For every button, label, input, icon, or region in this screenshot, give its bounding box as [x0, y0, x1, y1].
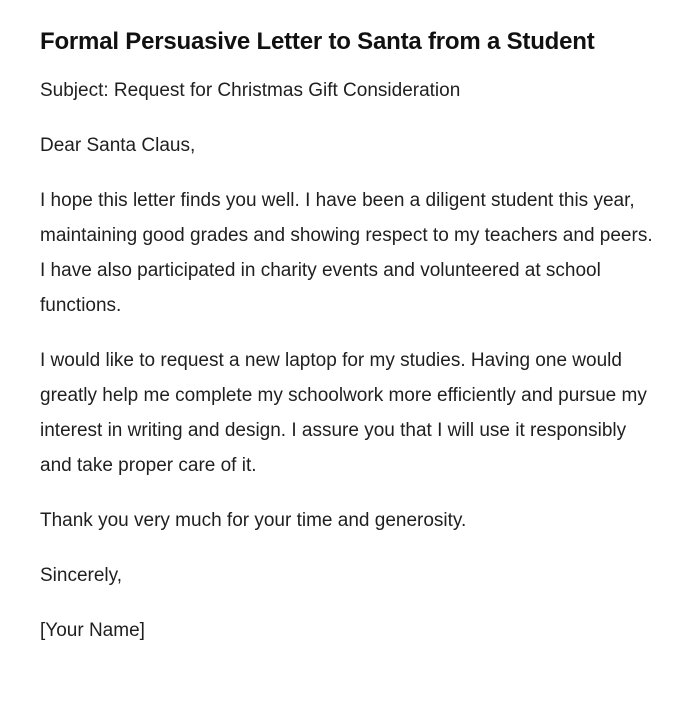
salutation: Dear Santa Claus, [40, 135, 196, 156]
body-paragraph-intro: I hope this letter finds you well. I have been a diligent student this year, maintaining good grades and showing respect to my teachers and peers. I have also participated in charity events and volunteered at school functions. [40, 190, 653, 316]
body-paragraph-request: I would like to request a new laptop for my studies. Having one would greatly help me complete my schoolwork more efficiently and pursue my interest in writing and design. I assure you that I will use it responsibly and take proper care of it. [40, 350, 647, 476]
closing: Sincerely, [40, 565, 123, 586]
signature-placeholder: [Your Name] [40, 620, 145, 641]
body-paragraph-thanks: Thank you very much for your time and generosity. [40, 510, 467, 531]
subject-line: Subject: Request for Christmas Gift Consideration [40, 80, 461, 101]
page-title: Formal Persuasive Letter to Santa from a Student [40, 28, 595, 55]
